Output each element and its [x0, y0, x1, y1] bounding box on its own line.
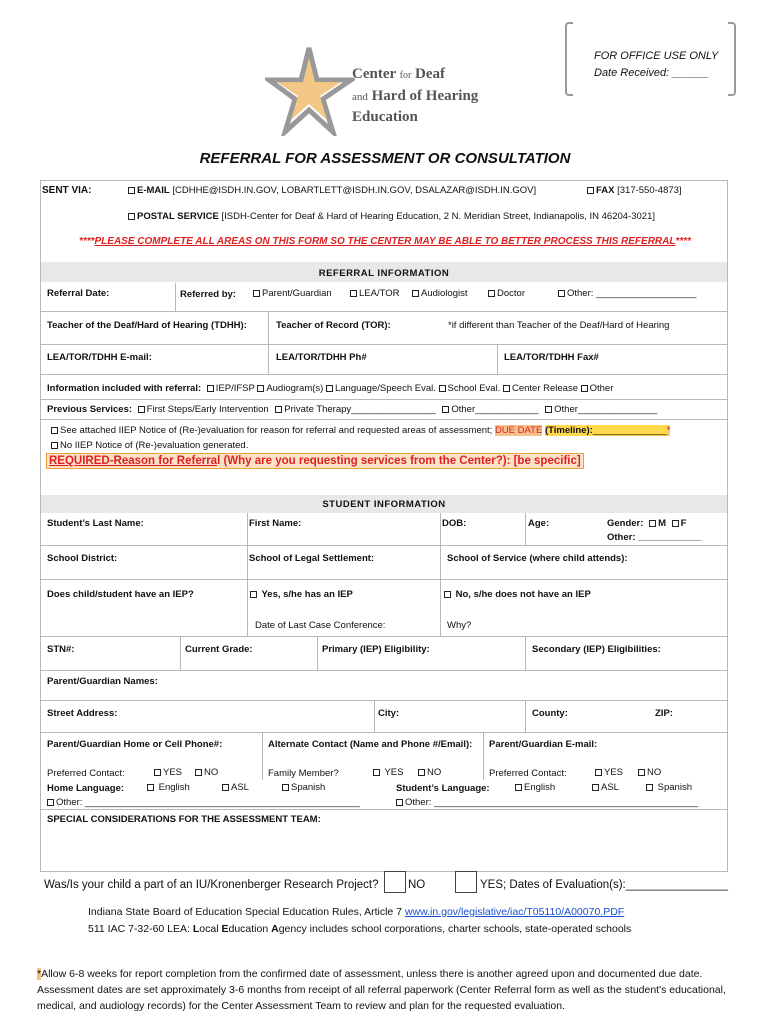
rules-line: Indiana State Board of Education Special Education Rules, Article 7 www.in.gov/legislative/iac/T05110/A00070.PDF [88, 906, 625, 918]
home-english[interactable]: English [147, 782, 190, 793]
preferred-contact-2: Preferred Contact: [489, 768, 567, 779]
alt-contact-label: Alternate Contact (Name and Phone #/Email): [268, 739, 473, 750]
fax-checkbox[interactable] [587, 187, 594, 194]
postal-option[interactable]: POSTAL SERVICE [ISDH-Center for Deaf & Hard of Hearing Education, 2 N. Meridian Street, Indianapolis, IN 46204-3021] [128, 211, 655, 222]
pref1-yes[interactable]: YES [154, 767, 182, 778]
referral-date-label: Referral Date: [47, 288, 110, 299]
home-other[interactable]: Other: ____________________________________________________ [47, 797, 360, 808]
school-district-label: School District: [47, 553, 118, 564]
iac-line: 511 IAC 7-32-60 LEA: Local Education Agency includes school corporations, charter schools, state-operated schools [88, 923, 632, 935]
gender-other: Other: ____________ [607, 532, 702, 543]
home-spanish[interactable]: Spanish [282, 782, 325, 793]
stud-english[interactable]: English [515, 782, 555, 793]
tdhh-label: Teacher of the Deaf/Hard of Hearing (TDHH): [47, 320, 247, 331]
parent-phone-label: Parent/Guardian Home or Cell Phone#: [47, 739, 223, 750]
preferred-contact-1: Preferred Contact: [47, 768, 125, 779]
case-conference-label: Date of Last Case Conference: [255, 620, 386, 631]
page-title: REFERRAL FOR ASSESSMENT OR CONSULTATION [199, 150, 571, 167]
opt-lea-tor[interactable]: LEA/TOR [350, 288, 399, 299]
iep-question: Does child/student have an IEP? [47, 589, 194, 600]
opt-other[interactable]: Other: ___________________ [558, 288, 696, 299]
last-name-label: Student’s Last Name: [47, 518, 144, 529]
special-considerations-label: SPECIAL CONSIDERATIONS FOR THE ASSESSMENT TEAM: [47, 814, 321, 825]
tor-note: *if different than Teacher of the Deaf/Hard of Hearing [448, 320, 670, 331]
research-question: Was/Is your child a part of an IU/Kronenberger Research Project? [44, 879, 379, 891]
iep-yes-option[interactable]: Yes, s/he has an IEP [250, 589, 353, 600]
first-name-label: First Name: [249, 518, 302, 529]
student-header: STUDENT INFORMATION [322, 499, 446, 510]
fax-label: LEA/TOR/TDHH Fax# [504, 352, 599, 363]
parent-names-label: Parent/Guardian Names: [47, 676, 158, 687]
office-bracket-right [728, 22, 736, 96]
why-label: Why? [447, 620, 472, 631]
stud-asl[interactable]: ASL [592, 782, 619, 793]
research-no-checkbox[interactable] [384, 871, 406, 893]
required-reason: REQUIRED-Reason for Referral (Why are you requesting services from the Center?): [be specific] [46, 453, 584, 469]
phone-label: LEA/TOR/TDHH Ph# [276, 352, 367, 363]
pref2-no[interactable]: NO [638, 767, 661, 778]
city-label: City: [378, 708, 400, 719]
legal-settlement-label: School of Legal Settlement: [249, 553, 375, 564]
dob-label: DOB: [442, 518, 467, 529]
grade-label: Current Grade: [185, 644, 253, 655]
no-iiep-row[interactable]: No IIEP Notice of (Re-)evaluation generated. [51, 440, 248, 451]
home-asl[interactable]: ASL [222, 782, 249, 793]
tor-label: Teacher of Record (TOR): [276, 320, 391, 331]
school-of-service-label: School of Service (where child attends): [447, 553, 628, 564]
stn-label: STN#: [47, 644, 75, 655]
fax-option[interactable]: FAX [317-550-4873] [587, 185, 682, 196]
family-member-label: Family Member? [268, 768, 339, 779]
home-language-label: Home Language: [47, 783, 125, 794]
email-checkbox[interactable] [128, 187, 135, 194]
family-yes[interactable]: YES [373, 767, 403, 778]
pref2-yes[interactable]: YES [595, 767, 623, 778]
gender-label: Gender: M F [607, 518, 687, 529]
street-label: Street Address: [47, 708, 118, 719]
stud-other[interactable]: Other: __________________________________________________ [396, 797, 698, 808]
date-received-label: Date Received: ______ [594, 67, 709, 79]
age-label: Age: [528, 518, 550, 529]
star-logo-icon [265, 44, 355, 136]
family-no[interactable]: NO [418, 767, 441, 778]
zip-label: ZIP: [655, 708, 673, 719]
referral-header: REFERRAL INFORMATION [318, 268, 450, 279]
research-yes-checkbox[interactable] [455, 871, 477, 893]
email-option[interactable]: E-MAIL [CDHHE@ISDH.IN.GOV, LOBARTLETT@ISDH.IN.GOV, DSALAZAR@ISDH.IN.GOV] [128, 185, 536, 196]
opt-doctor[interactable]: Doctor [488, 288, 525, 299]
iep-no-option[interactable]: No, s/he does not have an IEP [444, 589, 591, 600]
secondary-eligibility-label: Secondary (IEP) Eligibilities: [532, 644, 661, 655]
primary-eligibility-label: Primary (IEP) Eligibility: [322, 644, 430, 655]
pref1-no[interactable]: NO [195, 767, 218, 778]
opt-audiologist[interactable]: Audiologist [412, 288, 467, 299]
stud-spanish[interactable]: Spanish [646, 782, 692, 793]
previous-services-row: Previous Services: First Steps/Early Intervention Private Therapy________________ Other____________ Other_______________ [47, 404, 658, 415]
rules-link[interactable]: www.in.gov/legislative/iac/T05110/A00070.PDF [404, 906, 625, 918]
research-yes-label: YES; Dates of Evaluation(s):________________ [480, 879, 729, 891]
office-bracket-left [565, 22, 573, 96]
email-label: LEA/TOR/TDHH E-mail: [47, 352, 152, 363]
parent-email-label: Parent/Guardian E-mail: [489, 739, 598, 750]
iiep-notice-row[interactable]: See attached IIEP Notice of (Re-)evaluation for reason for referral and requested areas of assessment; DUE DATE (Timeline):______________* [51, 425, 723, 436]
referred-by-label: Referred by: [180, 289, 236, 300]
timeline-note: *Allow 6-8 weeks for report completion from the confirmed date of assessment, unless there is another agreed upon and documented due date. Assessment dates are set approximately 3-6 months from receipt of all referral paperwork (Center Referral form as well as the student's educational, medical, and audiology records) for the Center Assessment Team to review and plan for the requested evaluation. [37, 968, 726, 1012]
postal-checkbox[interactable] [128, 213, 135, 220]
research-no-label: NO [408, 879, 426, 891]
student-language-label: Student’s Language: [396, 783, 490, 794]
office-use-label: FOR OFFICE USE ONLY [594, 50, 719, 62]
included-row: Information included with referral: IEP/IFSP Audiogram(s) Language/Speech Eval. School Eval. Center Release Other [47, 383, 614, 394]
county-label: County: [532, 708, 568, 719]
logo-text: Center for Deaf and Hard of Hearing Education [352, 66, 479, 125]
sent-via-label: SENT VIA: [42, 185, 92, 196]
opt-parent[interactable]: Parent/Guardian [253, 288, 332, 299]
warning-text: ****PLEASE COMPLETE ALL AREAS ON THIS FORM SO THE CENTER MAY BE ABLE TO BETTER PROCESS THIS REFERRAL**** [78, 236, 692, 247]
